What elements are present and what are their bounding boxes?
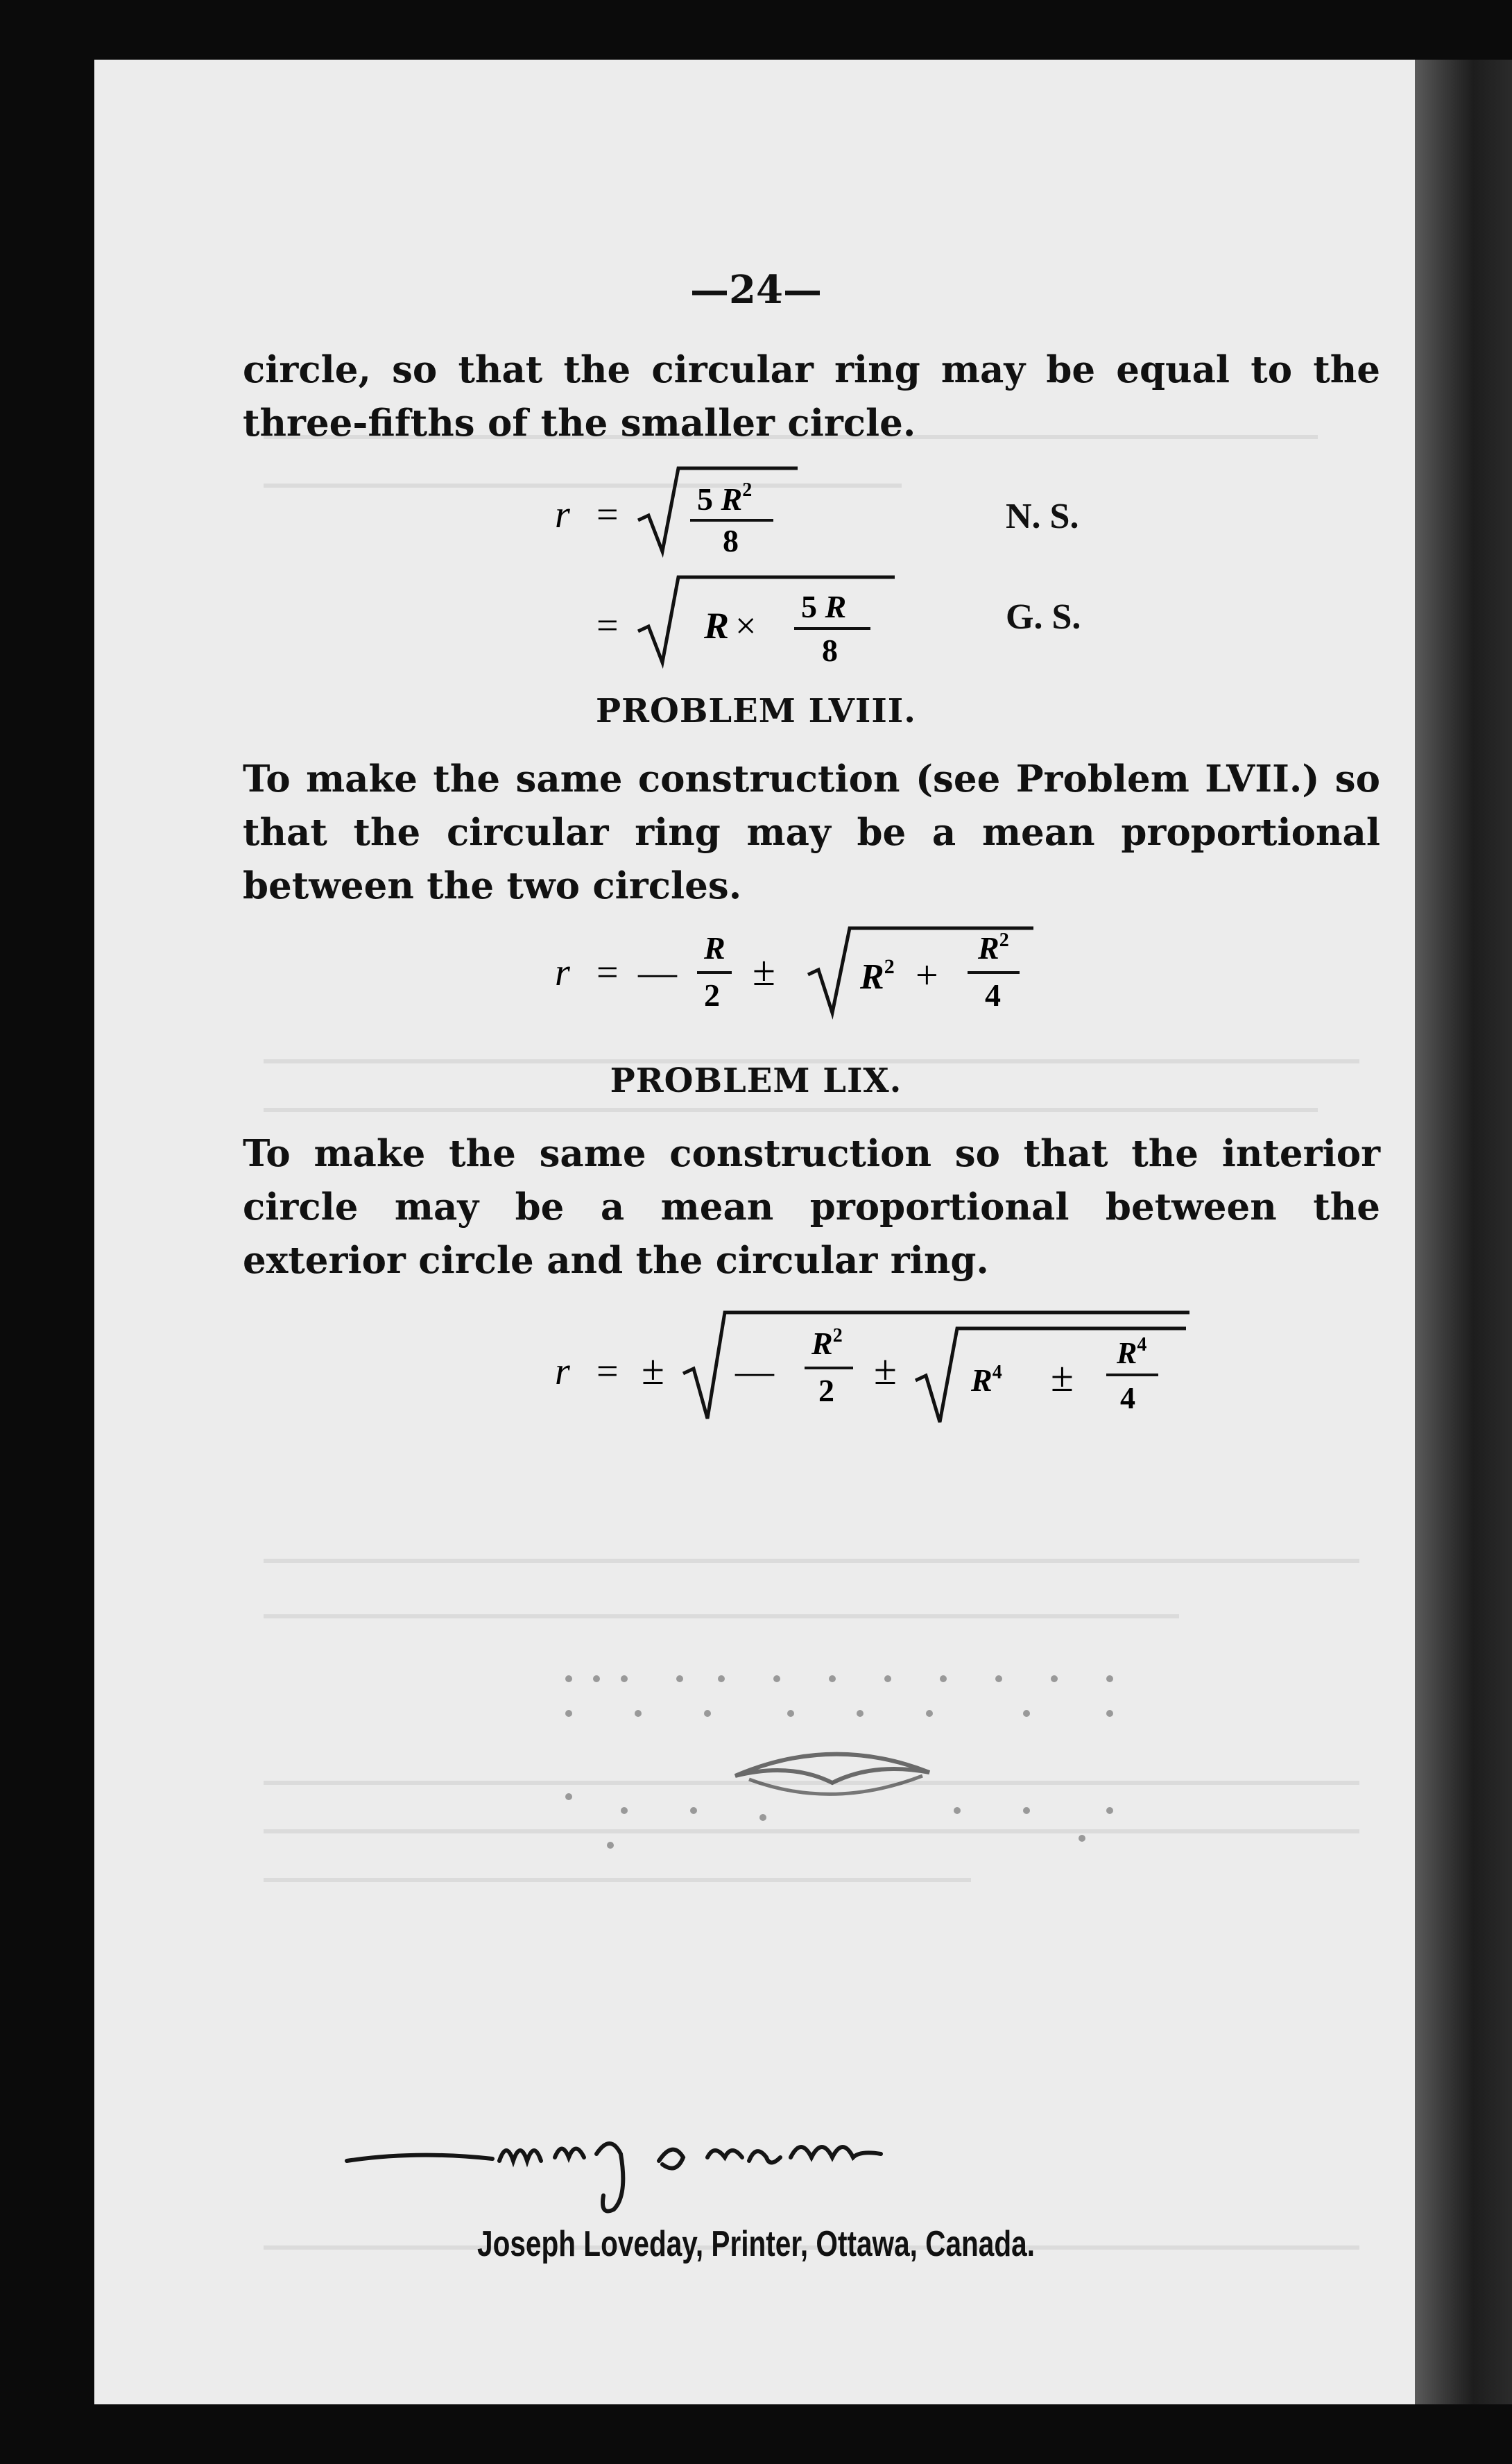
svg-text:—: — [735, 1350, 774, 1393]
eq1-label: N. S. [1006, 497, 1079, 536]
svg-text:R4: $R^4$ [1117, 1334, 1147, 1370]
svg-text:r: r [555, 493, 570, 536]
svg-text:R2: $R^2$ [811, 1325, 843, 1361]
problem-58-heading: PROBLEM LVIII. [596, 692, 916, 730]
svg-text:—: — [638, 951, 677, 994]
svg-text:=: = [596, 493, 619, 536]
problem-59-text: To make the same construction so that the interior circle may be a mean proportional between the exterior circle and the circular ring. [243, 1132, 1380, 1282]
page-number: —24— [690, 267, 822, 313]
svg-text:R2: $R^2$ [860, 955, 895, 997]
intro-paragraph: circle, so that the circular ring may be equal to the three-fifths of the smaller circle. [243, 348, 1380, 445]
svg-text:±: ± [642, 1347, 664, 1393]
bleed-through-stamp [541, 1658, 1165, 1880]
equation-gs [590, 562, 902, 673]
handwritten-signature [333, 2095, 943, 2220]
svg-text:R: R [704, 605, 730, 647]
svg-text:r: r [555, 951, 570, 994]
svg-text:2: 2 [818, 1373, 834, 1408]
svg-text:4: 4 [985, 977, 1001, 1013]
svg-text:4: 4 [1120, 1381, 1135, 1415]
svg-text:=: = [596, 1350, 619, 1393]
equation-ns [541, 454, 805, 565]
svg-text:r: r [555, 1350, 570, 1393]
svg-text:R4: $R^4$ [971, 1362, 1002, 1398]
svg-text:8: 8 [822, 633, 838, 668]
svg-text:+: + [916, 952, 938, 998]
svg-text:±: ± [753, 948, 775, 994]
svg-text:5 R: 5 R [801, 589, 847, 624]
svg-text:±: ± [874, 1347, 897, 1393]
eq2-label: G. S. [1006, 597, 1081, 637]
svg-text:5 R2: 5 $R^2$ [697, 479, 753, 517]
equation-problem-59 [541, 1304, 1207, 1436]
svg-text:×: × [735, 605, 757, 647]
svg-text:R2: $R^2$ [978, 930, 1009, 966]
svg-text:2: 2 [704, 977, 720, 1013]
problem-58-text: To make the same construction (see Problem LVII.) so that the circular ring may be a mean proportional between the two circles. [243, 758, 1380, 907]
svg-text:8: 8 [723, 523, 739, 558]
svg-text:=: = [596, 604, 619, 647]
svg-text:R: R [704, 930, 725, 966]
svg-text:±: ± [1051, 1354, 1074, 1400]
svg-text:=: = [596, 951, 619, 994]
equation-problem-58 [541, 916, 1054, 1034]
printer-imprint: Joseph Loveday, Printer, Ottawa, Canada. [477, 2224, 1035, 2264]
problem-59-heading: PROBLEM LIX. [610, 1061, 902, 1100]
